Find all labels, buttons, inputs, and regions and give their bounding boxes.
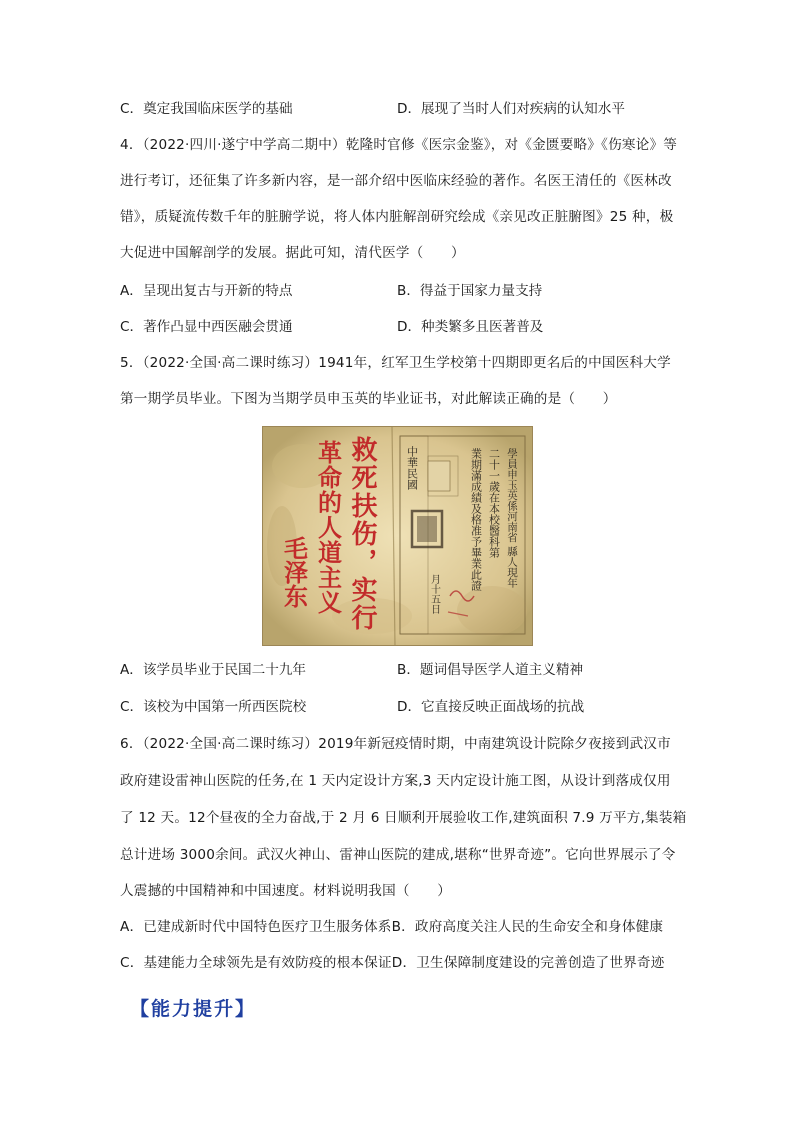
q4-stem-line-3: 错》，质疑流传数千年的脏腑学说，将人体内脏解剖研究绘成《亲见改正脏腑图》25 种，极	[120, 209, 674, 225]
q5-option-d[interactable]: D．它直接反映正面战场的抗战	[397, 699, 585, 715]
q6-stem-line-4: 总计进场 3000余间。武汉火神山、雷神山医院的建成,堪称“世界奇迹”。它向世界展示了令	[120, 847, 676, 863]
q4-stem-line-2: 进行考订，还征集了许多新内容，是一部介绍中医临床经验的著作。名医王清任的《医林改	[120, 173, 672, 189]
q6-option-d[interactable]: D．卫生保障制度建设的完善创造了世界奇迹	[391, 955, 665, 971]
graduation-certificate-image	[262, 426, 533, 646]
q3-option-d[interactable]: D．展现了当时人们对疾病的认知水平	[397, 101, 625, 117]
q6-stem-line-1: 6．（2022·全国·高二课时练习）2019年新冠疫情时期，中南建筑设计院除夕夜接到武汉市	[120, 736, 671, 752]
q4-option-b[interactable]: B．得益于国家力量支持	[397, 283, 543, 299]
q5-option-c[interactable]: C．该校为中国第一所西医院校	[120, 699, 307, 715]
section-title: 【能力提升】	[130, 998, 257, 1020]
certificate-column-3: 中華民國	[405, 446, 419, 490]
q6-stem-line-3: 了 12 天。12个昼夜的全力奋战,于 2 月 6 日顺利开展验收工作,建筑面积 7.9 万平方,集装箱	[120, 810, 687, 826]
certificate-column-2: 業期滿成績及格准予畢業此證	[469, 448, 483, 591]
q3-option-c[interactable]: C．奠定我国临床医学的基础	[120, 101, 293, 117]
certificate-header-text: 學員申玉英係河南省 縣人現年	[506, 448, 518, 588]
inscription-line-1: 救死扶伤，实行	[347, 436, 377, 632]
q6-option-b[interactable]: B．政府高度关注人民的生命安全和身体健康	[391, 919, 664, 935]
q6-stem-line-2: 政府建设雷神山医院的任务,在 1 天内定设计方案,3 天内定设计施工图，从设计到落成仅用	[120, 773, 671, 789]
q5-option-a[interactable]: A．该学员毕业于民国二十九年	[120, 662, 307, 678]
q6-stem-line-5: 人震撼的中国精神和中国速度。材料说明我国（ ）	[120, 883, 452, 899]
q5-stem-line-2: 第一期学员毕业。下图为当期学员申玉英的毕业证书，对此解读正确的是（ ）	[120, 391, 617, 407]
inscription-signature: 毛泽东	[279, 536, 309, 608]
certificate-date: 月十五日	[428, 574, 440, 614]
q4-option-c[interactable]: C．著作凸显中西医融会贯通	[120, 319, 293, 335]
certificate-illustration	[262, 426, 533, 646]
q4-stem-line-1: 4．（2022·四川·遂宁中学高二期中）乾隆时官修《医宗金鉴》，对《金匮要略》《伤寒论》等	[120, 137, 678, 153]
q6-options-row-2	[120, 953, 665, 973]
q5-stem-line-1: 5．（2022·全国·高二课时练习）1941年，红军卫生学校第十四期即更名后的中国医科大学	[120, 355, 671, 371]
q6-options-row-1	[120, 917, 663, 937]
q6-option-c[interactable]: C．基建能力全球领先是有效防疫的根本保证	[120, 955, 392, 971]
q6-option-a[interactable]: A．已建成新时代中国特色医疗卫生服务体系	[120, 919, 392, 935]
q5-option-b[interactable]: B．题词倡导医学人道主义精神	[397, 662, 584, 678]
q4-option-a[interactable]: A．呈现出复古与开新的特点	[120, 283, 293, 299]
inscription-line-2: 革命的人道主义	[313, 440, 343, 615]
q4-stem-line-4: 大促进中国解剖学的发展。据此可知，清代医学（ ）	[120, 245, 465, 261]
q4-option-d[interactable]: D．种类繁多且医著普及	[397, 319, 544, 335]
certificate-column-1: 二十一歲在本校醫科第	[487, 448, 501, 558]
